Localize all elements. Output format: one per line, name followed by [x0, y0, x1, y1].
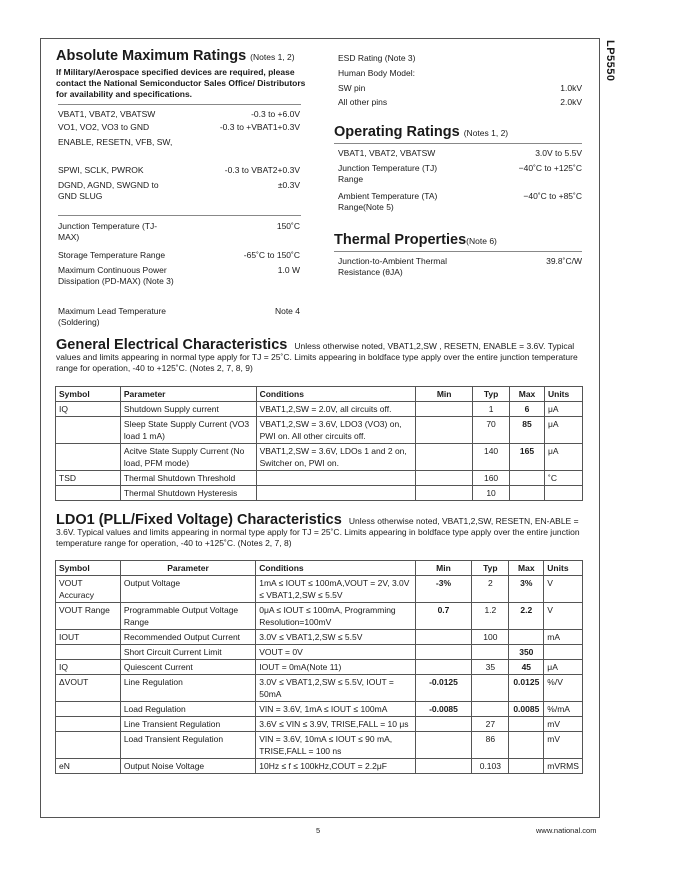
amr-divider [58, 215, 301, 216]
opr-row [338, 163, 582, 185]
ldo1-section [56, 512, 586, 549]
amr-divider [58, 104, 301, 105]
table-header: Conditions [256, 561, 415, 576]
table-row [56, 444, 583, 471]
table-cell-param: Load Regulation [120, 702, 255, 717]
table-cell-max: 45 [509, 660, 544, 675]
table-cell-typ: 86 [472, 732, 509, 759]
table-cell-min [416, 486, 473, 501]
table-cell-unit: ˚C [544, 471, 582, 486]
amr-row [58, 137, 300, 159]
table-cell-cond: 3.6V ≤ VIN ≤ 3.9V, TRISE,FALL = 10 μs [256, 717, 415, 732]
gec-section [56, 337, 586, 374]
table-cell-max: 2.2 [509, 603, 544, 630]
table-header: Symbol [56, 561, 121, 576]
table-cell-param: Thermal Shutdown Hysteresis [120, 486, 256, 501]
table-cell-min [415, 732, 472, 759]
gec-desc: Unless otherwise noted, VBAT1,2,SW , RESETN, ENABLE = 3.6V. Typical values and limits appearing in normal type apply for TJ = 25˚C. Limits appearing in boldface type apply over the entire junction temperature range for operation, -40 to +125˚C. (Notes 2, 7, 8, 9) [56, 341, 578, 373]
table-cell-sym: eN [56, 759, 121, 774]
table-cell-sym: IQ [56, 402, 121, 417]
table-header: Typ [473, 387, 510, 402]
amr-row [58, 180, 300, 202]
table-row [56, 471, 583, 486]
amr-row-value: -0.3 to VBAT2+0.3V [224, 165, 300, 175]
table-row [56, 402, 583, 417]
table-header: Conditions [256, 387, 416, 402]
table-cell-typ: 27 [472, 717, 509, 732]
table-row [56, 660, 583, 675]
amr-row [58, 165, 300, 176]
side-part-number: LP5550 [604, 40, 616, 82]
amr-row-label: VO1, VO2, VO3 to GND [58, 122, 150, 132]
table-cell-param: Load Transient Regulation [120, 732, 255, 759]
table-cell-min [415, 660, 472, 675]
opr-row [338, 148, 582, 159]
table-cell-min: -3% [415, 576, 472, 603]
table-cell-sym: ΔVOUT [56, 675, 121, 702]
table-cell-min [416, 402, 473, 417]
ldo1-title: LDO1 (PLL/Fixed Voltage) Characteristics [56, 512, 342, 528]
table-header: Units [544, 561, 583, 576]
table-cell-param: Line Regulation [120, 675, 255, 702]
table-cell-cond [256, 471, 416, 486]
amr-row-value: ±0.3V [277, 180, 300, 190]
table-cell-max [509, 630, 544, 645]
table-cell-param: Recommended Output Current [120, 630, 255, 645]
table-row [56, 645, 583, 660]
table-cell-unit [544, 645, 583, 660]
table-cell-typ: 1 [473, 402, 510, 417]
table-cell-sym [56, 444, 121, 471]
amr-row-value: 1.0 W [277, 265, 300, 275]
table-cell-param: Sleep State Supply Current (VO3 load 1 mA) [120, 417, 256, 444]
table-cell-max: 350 [509, 645, 544, 660]
table-row [56, 702, 583, 717]
esd-row-value: 1.0kV [560, 83, 582, 93]
table-cell-unit: μA [544, 402, 582, 417]
thermal-divider [334, 251, 582, 252]
table-cell-unit: mA [544, 630, 583, 645]
amr-row [58, 109, 300, 120]
table-cell-param: Thermal Shutdown Threshold [120, 471, 256, 486]
table-cell-unit: mV [544, 732, 583, 759]
table-cell-unit [544, 486, 582, 501]
table-row [56, 675, 583, 702]
table-cell-typ: 100 [472, 630, 509, 645]
amr-row-label: Maximum Lead Temperature (Soldering) [58, 306, 167, 327]
table-cell-cond: VBAT1,2,SW = 3.6V, LDO3 (VO3) on, PWI on. All other circuits off. [256, 417, 416, 444]
thermal-row: Junction-to-Ambient Thermal Resistance (θJA) 39.8˚C/W [338, 256, 582, 277]
amr-section [56, 48, 306, 100]
table-header: Max [510, 387, 545, 402]
table-cell-max [510, 471, 545, 486]
table-cell-cond: VOUT = 0V [256, 645, 415, 660]
gec-title: General Electrical Characteristics [56, 337, 288, 353]
table-cell-typ: 70 [473, 417, 510, 444]
table-row [56, 486, 583, 501]
opr-row-label: Junction Temperature (TJ) Range [338, 163, 438, 184]
table-cell-max [509, 759, 544, 774]
table-cell-typ: 0.103 [472, 759, 509, 774]
footer-site: www.national.com [536, 826, 597, 835]
table-cell-param: Programmable Output Voltage Range [120, 603, 255, 630]
table-cell-min [415, 630, 472, 645]
table-cell-sym [56, 417, 121, 444]
table-row [56, 576, 583, 603]
table-header: Max [509, 561, 544, 576]
amr-row-label: Storage Temperature Range [58, 250, 166, 260]
amr-row-value: 150˚C [276, 221, 300, 231]
table-cell-unit: mV [544, 717, 583, 732]
table-cell-typ: 10 [473, 486, 510, 501]
opr-row-value: 3.0V to 5.5V [535, 148, 582, 158]
table-cell-param: Shutdown Supply current [120, 402, 256, 417]
thermal-title: Thermal Properties(Note 6) [334, 232, 497, 248]
table-cell-cond: VBAT1,2,SW = 3.6V, LDOs 1 and 2 on, Switcher on, PWI on. [256, 444, 416, 471]
esd-row-label: SW pin [338, 83, 366, 93]
table-row [56, 759, 583, 774]
table-cell-cond: VIN = 3.6V, 10mA ≤ IOUT ≤ 90 mA, TRISE,FALL = 100 ns [256, 732, 415, 759]
table-cell-max: 85 [510, 417, 545, 444]
table-cell-cond [256, 486, 416, 501]
opr-row-label: Ambient Temperature (TA) Range(Note 5) [338, 191, 438, 212]
table-cell-cond: 1mA ≤ IOUT ≤ 100mA,VOUT = 2V, 3.0V ≤ VBAT1,2,SW ≤ 5.5V [256, 576, 415, 603]
table-cell-min [416, 417, 473, 444]
gec-table [55, 386, 583, 501]
table-header: Typ [472, 561, 509, 576]
table-cell-sym: VOUT Accuracy [56, 576, 121, 603]
table-cell-param: Quiescent Current [120, 660, 255, 675]
table-cell-cond: 10Hz ≤ f ≤ 100kHz,COUT = 2.2μF [256, 759, 415, 774]
amr-row-label: VBAT1, VBAT2, VBATSW [58, 109, 156, 119]
table-cell-sym: VOUT Range [56, 603, 121, 630]
amr-row-value: -0.3 to +6.0V [251, 109, 300, 119]
table-row [56, 717, 583, 732]
table-header: Parameter [120, 387, 256, 402]
amr-row-label: Junction Temperature (TJ-MAX) [58, 221, 158, 242]
amr-intro: If Military/Aerospace specified devices are required, please contact the National Semiconductor Sales Office/ Distributors for availability and specifications. [56, 67, 306, 99]
table-cell-unit: %/mA [544, 702, 583, 717]
amr-title: Absolute Maximum Ratings (Notes 1, 2) [56, 48, 295, 64]
opr-row-value: −40˚C to +85˚C [523, 191, 582, 201]
table-cell-unit: μA [544, 660, 583, 675]
table-cell-sym: IQ [56, 660, 121, 675]
table-cell-typ: 160 [473, 471, 510, 486]
table-cell-sym [56, 645, 121, 660]
table-row [56, 732, 583, 759]
table-header: Min [415, 561, 472, 576]
table-cell-sym [56, 732, 121, 759]
table-cell-min [415, 759, 472, 774]
table-cell-cond: VBAT1,2,SW = 2.0V, all circuits off. [256, 402, 416, 417]
table-cell-unit: μA [544, 417, 582, 444]
table-cell-param: Output Voltage [120, 576, 255, 603]
table-cell-param: Output Noise Voltage [120, 759, 255, 774]
esd-row-label: All other pins [338, 97, 388, 107]
amr-row-label: Maximum Continuous Power Dissipation (PD-MAX) (Note 3) [58, 265, 174, 286]
table-cell-sym: TSD [56, 471, 121, 486]
table-cell-unit: mVRMS [544, 759, 583, 774]
opr-divider [334, 143, 582, 144]
table-cell-sym [56, 717, 121, 732]
table-cell-min: 0.7 [415, 603, 472, 630]
amr-row-label: ENABLE, RESETN, VFB, SW, [58, 137, 173, 147]
opr-row-label: VBAT1, VBAT2, VBATSW [338, 148, 436, 158]
opr-row-value: −40˚C to +125˚C [518, 163, 582, 173]
esd-row [338, 83, 582, 94]
table-cell-cond: 3.0V ≤ VBAT1,2,SW ≤ 5.5V, IOUT = 50mA [256, 675, 415, 702]
table-row [56, 630, 583, 645]
table-cell-sym [56, 702, 121, 717]
table-cell-unit: V [544, 576, 583, 603]
table-row [56, 603, 583, 630]
table-header: Units [544, 387, 582, 402]
table-cell-sym: IOUT [56, 630, 121, 645]
amr-row [58, 250, 300, 261]
table-row [56, 417, 583, 444]
table-cell-unit: V [544, 603, 583, 630]
amr-row [58, 122, 300, 133]
table-cell-param: Acitve State Supply Current (No load, PFM mode) [120, 444, 256, 471]
table-cell-min [416, 444, 473, 471]
table-cell-min [415, 645, 472, 660]
table-header: Min [416, 387, 473, 402]
table-cell-min [416, 471, 473, 486]
table-cell-unit: μA [544, 444, 582, 471]
page-number: 5 [316, 826, 321, 835]
table-cell-typ [472, 675, 509, 702]
table-cell-typ: 35 [472, 660, 509, 675]
esd-row [338, 97, 582, 108]
esd-row-value: 2.0kV [560, 97, 582, 107]
table-cell-max: 3% [509, 576, 544, 603]
table-cell-min [415, 717, 472, 732]
table-cell-max: 0.0125 [509, 675, 544, 702]
table-cell-max [510, 486, 545, 501]
table-header: Parameter [120, 561, 255, 576]
table-cell-max: 0.0085 [509, 702, 544, 717]
table-cell-cond: 0μA ≤ IOUT ≤ 100mA, Programming Resolution=100mV [256, 603, 415, 630]
table-cell-min: -0.0125 [415, 675, 472, 702]
table-cell-max: 6 [510, 402, 545, 417]
ldo1-table [55, 560, 583, 774]
table-cell-cond: IOUT = 0mA(Note 11) [256, 660, 415, 675]
amr-row-value: Note 4 [274, 306, 300, 316]
opr-title: Operating Ratings (Notes 1, 2) [334, 124, 509, 140]
table-cell-typ [472, 645, 509, 660]
amr-row-label: DGND, AGND, SWGND to GND SLUG [58, 180, 159, 201]
table-cell-max [509, 732, 544, 759]
table-cell-typ: 140 [473, 444, 510, 471]
opr-row [338, 191, 582, 213]
table-cell-param: Short Circuit Current Limit [120, 645, 255, 660]
table-cell-max [509, 717, 544, 732]
amr-row-value: -0.3 to +VBAT1+0.3V [219, 122, 300, 132]
table-cell-typ: 1.2 [472, 603, 509, 630]
table-cell-sym [56, 486, 121, 501]
amr-row-label: SPWI, SCLK, PWROK [58, 165, 144, 175]
ldo1-desc: Unless otherwise noted, VBAT1,2,SW, RESETN, EN-ABLE = 3.6V. Typical values and limits appearing in normal type apply for TJ = 25˚C. Limits appearing in boldface type apply over the entire junction temperature range for operation, -40 to +125˚C. (Notes 2, 7, 8) [56, 516, 580, 548]
table-cell-typ: 2 [472, 576, 509, 603]
table-cell-max: 165 [510, 444, 545, 471]
table-cell-unit: %/V [544, 675, 583, 702]
amr-row-value: -65˚C to 150˚C [243, 250, 300, 260]
amr-row [58, 306, 300, 328]
table-cell-param: Line Transient Regulation [120, 717, 255, 732]
table-header: Symbol [56, 387, 121, 402]
table-cell-typ [472, 702, 509, 717]
table-cell-min: -0.0085 [415, 702, 472, 717]
table-cell-cond: 3.0V ≤ VBAT1,2,SW ≤ 5.5V [256, 630, 415, 645]
table-cell-cond: VIN = 3.6V, 1mA ≤ IOUT ≤ 100mA [256, 702, 415, 717]
amr-row [58, 221, 300, 243]
amr-row [58, 265, 300, 298]
